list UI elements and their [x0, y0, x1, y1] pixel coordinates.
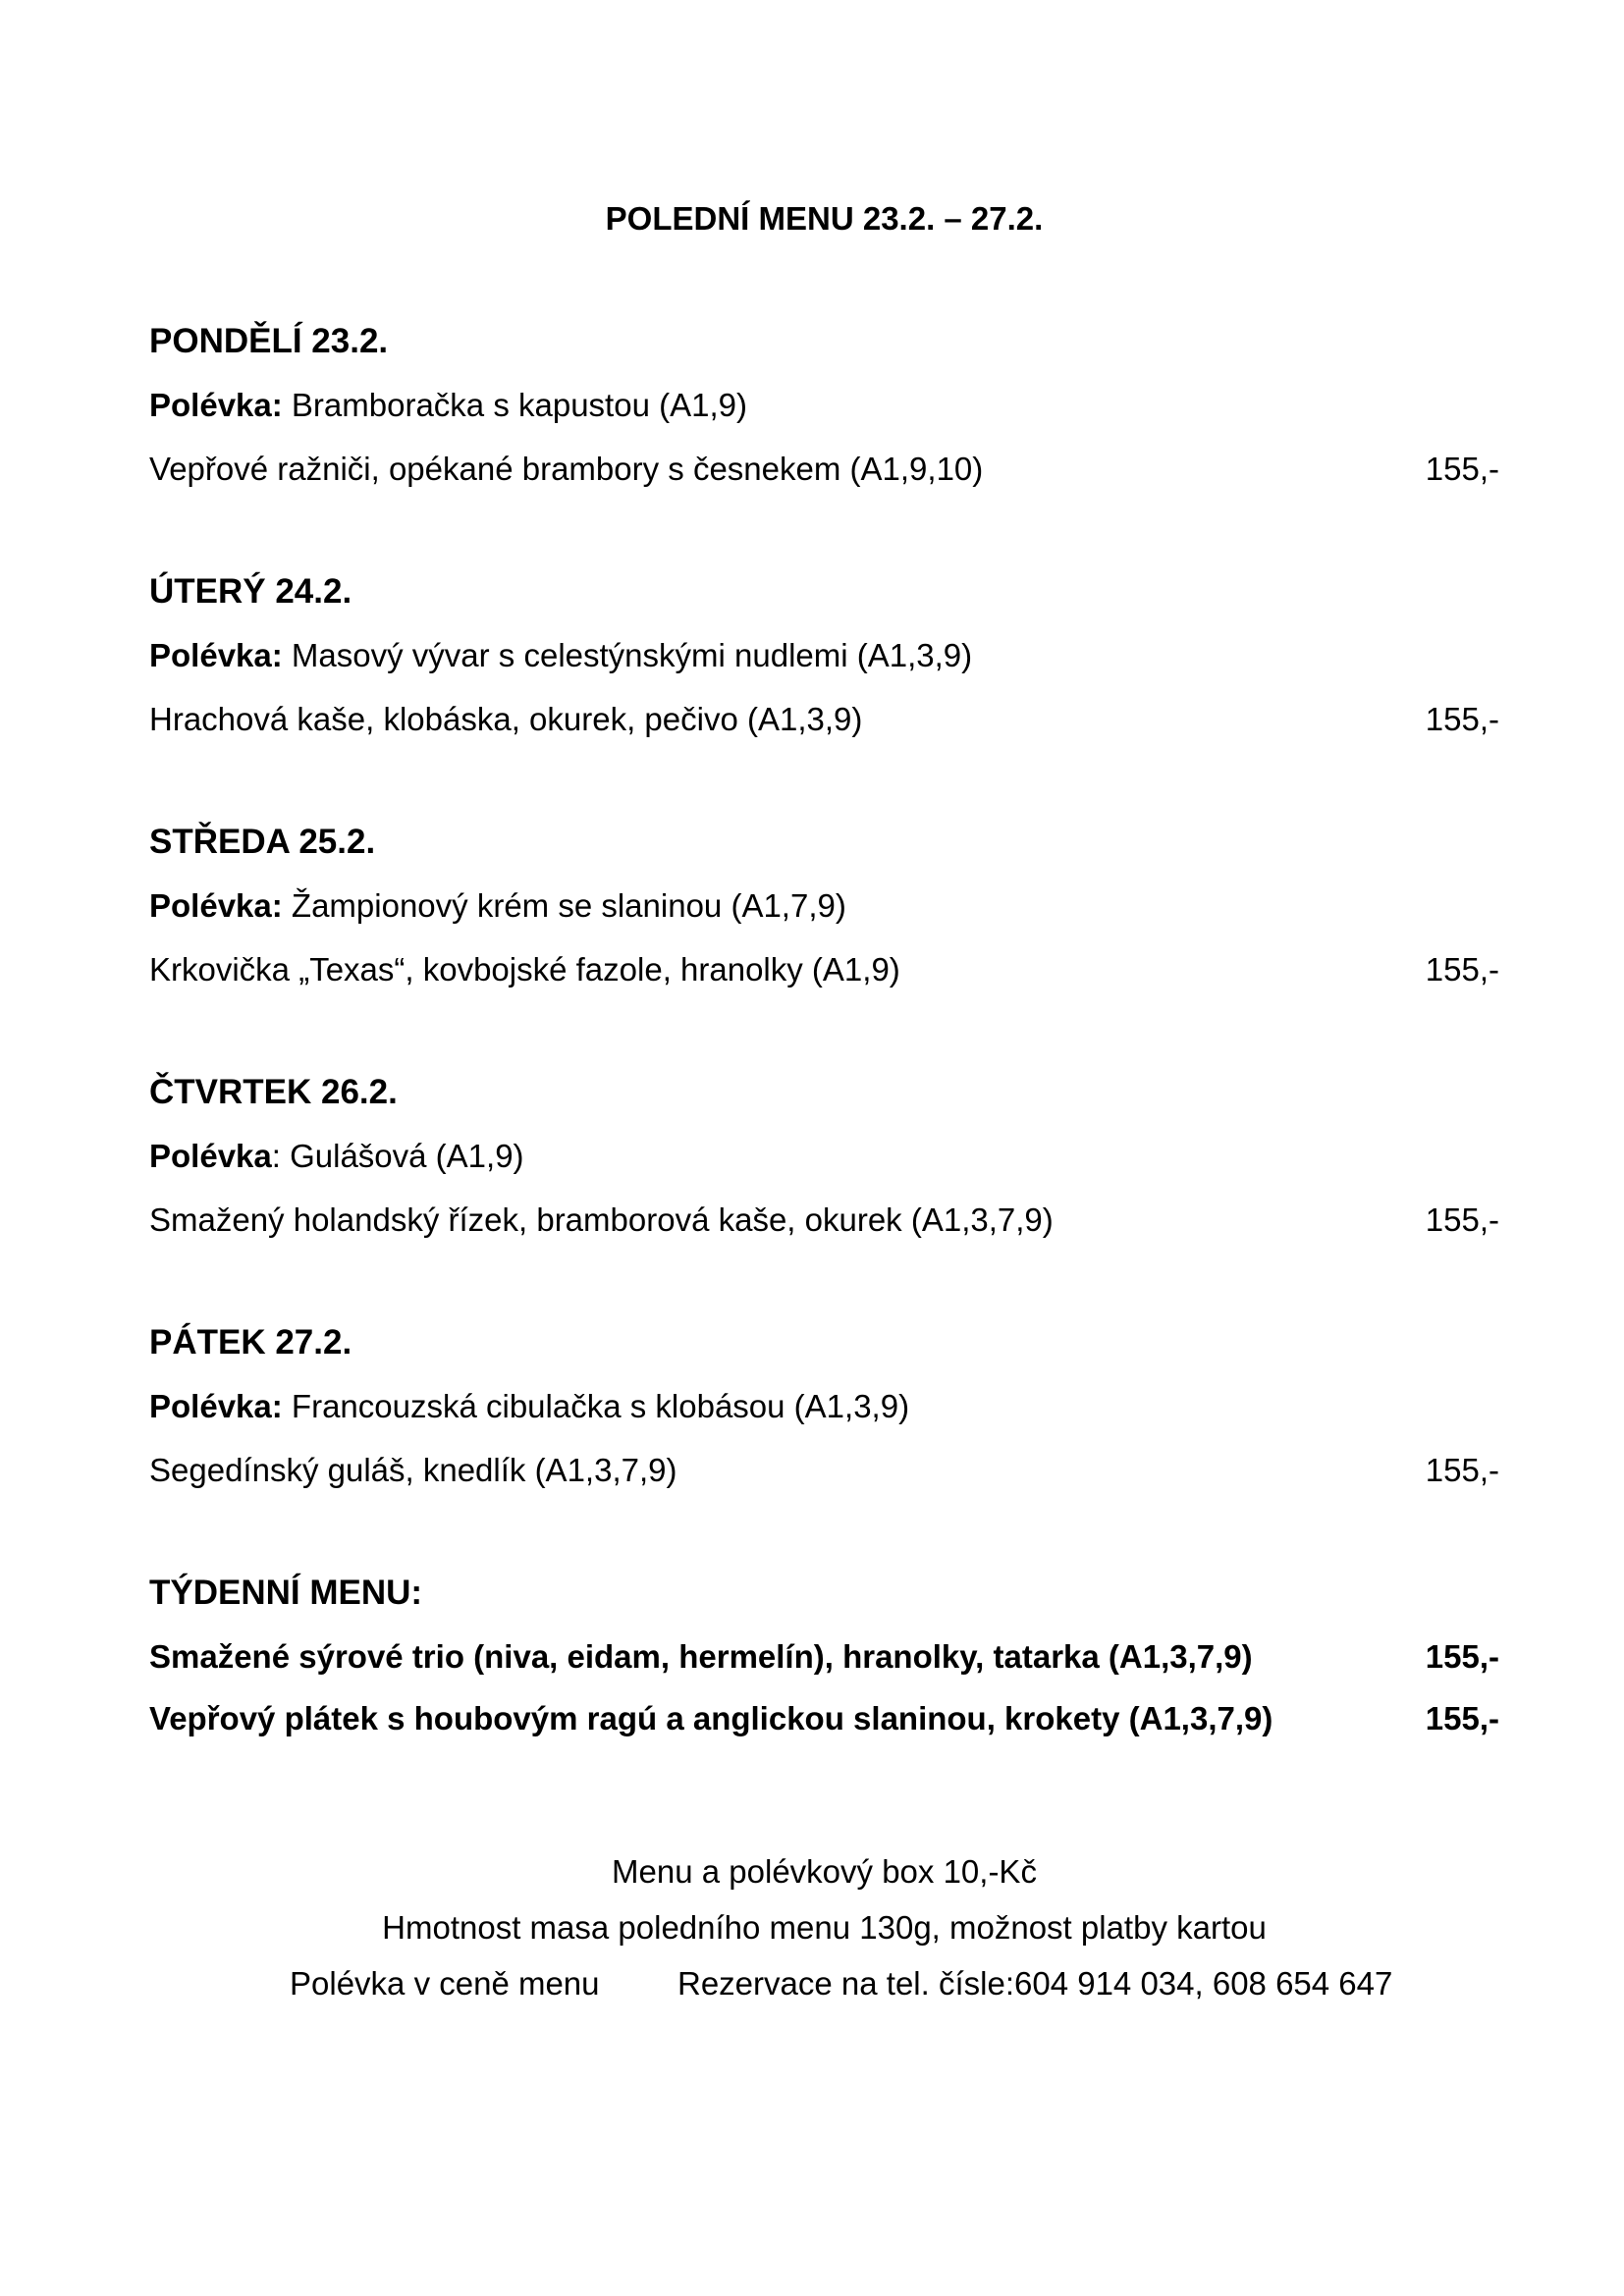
- soup-label: Polévka:: [149, 1388, 283, 1424]
- price-text: 155,-: [1425, 701, 1499, 737]
- day-heading: STŘEDA 25.2.: [149, 823, 376, 861]
- weekly-item-line: [149, 1637, 1499, 1677]
- soup-label: Polévka:: [149, 387, 283, 423]
- soup-line: [149, 636, 1499, 675]
- weekly-item-text: Smažené sýrové trio (niva, eidam, hermelín), hranolky, tatarka (A1,3,7,9): [149, 1638, 1253, 1675]
- main-dish-line: [149, 450, 1499, 489]
- main-dish-text: Vepřové ražniči, opékané brambory s česnekem (A1,9,10): [149, 451, 984, 487]
- soup-line: [149, 1137, 1499, 1176]
- page-title: POLEDNÍ MENU 23.2. – 27.2.: [605, 200, 1044, 237]
- footer-notes: [149, 1852, 1499, 2003]
- price-text: 155,-: [1425, 1700, 1499, 1736]
- soup-line: [149, 386, 1499, 425]
- soup-text: : Gulášová (A1,9): [271, 1138, 524, 1174]
- soup-text: Žampionový krém se slaninou (A1,7,9): [282, 887, 846, 924]
- day-heading: PÁTEK 27.2.: [149, 1323, 352, 1362]
- price-text: 155,-: [1425, 1638, 1499, 1675]
- main-dish-text: Hrachová kaše, klobáska, okurek, pečivo (A1,3,9): [149, 701, 863, 737]
- day-heading: ČTVRTEK 26.2.: [149, 1073, 398, 1111]
- price-text: 155,-: [1425, 1452, 1499, 1488]
- main-dish-line: [149, 700, 1499, 739]
- soup-text: Francouzská cibulačka s klobásou (A1,3,9): [282, 1388, 910, 1424]
- weekly-menu-section: [149, 1574, 1499, 1738]
- day-section-monday: [149, 322, 1499, 489]
- footer-note-box-price: Menu a polévkový box 10,-Kč: [612, 1853, 1037, 1890]
- price-text: 155,-: [1425, 451, 1499, 487]
- footer-note-meat-weight: Hmotnost masa poledního menu 130g, možnost platby kartou: [382, 1909, 1267, 1946]
- soup-label: Polévka:: [149, 637, 283, 673]
- soup-label: Polévka:: [149, 887, 283, 924]
- day-section-thursday: [149, 1073, 1499, 1240]
- soup-text: Bramboračka s kapustou (A1,9): [282, 387, 747, 423]
- soup-label: Polévka: [149, 1138, 272, 1174]
- footer-note-row: [149, 1964, 1499, 2003]
- footer-note-reservation-phones: Rezervace na tel. čísle:604 914 034, 608 654 647: [677, 1965, 1393, 2002]
- main-dish-text: Krkovička „Texas“, kovbojské fazole, hranolky (A1,9): [149, 951, 900, 988]
- soup-line: [149, 1387, 1499, 1426]
- soup-text: Masový vývar s celestýnskými nudlemi (A1,3,9): [282, 637, 973, 673]
- day-section-tuesday: [149, 572, 1499, 739]
- price-text: 155,-: [1425, 951, 1499, 988]
- weekly-menu-heading: TÝDENNÍ MENU:: [149, 1574, 423, 1612]
- weekly-item-text: Vepřový plátek s houbovým ragú a anglickou slaninou, krokety (A1,3,7,9): [149, 1700, 1273, 1736]
- weekly-item-line: [149, 1699, 1499, 1738]
- main-dish-line: [149, 950, 1499, 989]
- day-heading: PONDĚLÍ 23.2.: [149, 322, 389, 360]
- day-section-friday: [149, 1323, 1499, 1490]
- menu-page: [149, 0, 1499, 2003]
- day-heading: ÚTERÝ 24.2.: [149, 572, 352, 611]
- main-dish-text: Smažený holandský řízek, bramborová kaše, okurek (A1,3,7,9): [149, 1201, 1054, 1238]
- main-dish-text: Segedínský guláš, knedlík (A1,3,7,9): [149, 1452, 677, 1488]
- price-text: 155,-: [1425, 1201, 1499, 1238]
- main-dish-line: [149, 1201, 1499, 1240]
- footer-note-soup-included: Polévka v ceně menu: [290, 1965, 600, 2002]
- main-dish-line: [149, 1451, 1499, 1490]
- day-section-wednesday: [149, 823, 1499, 989]
- soup-line: [149, 886, 1499, 926]
